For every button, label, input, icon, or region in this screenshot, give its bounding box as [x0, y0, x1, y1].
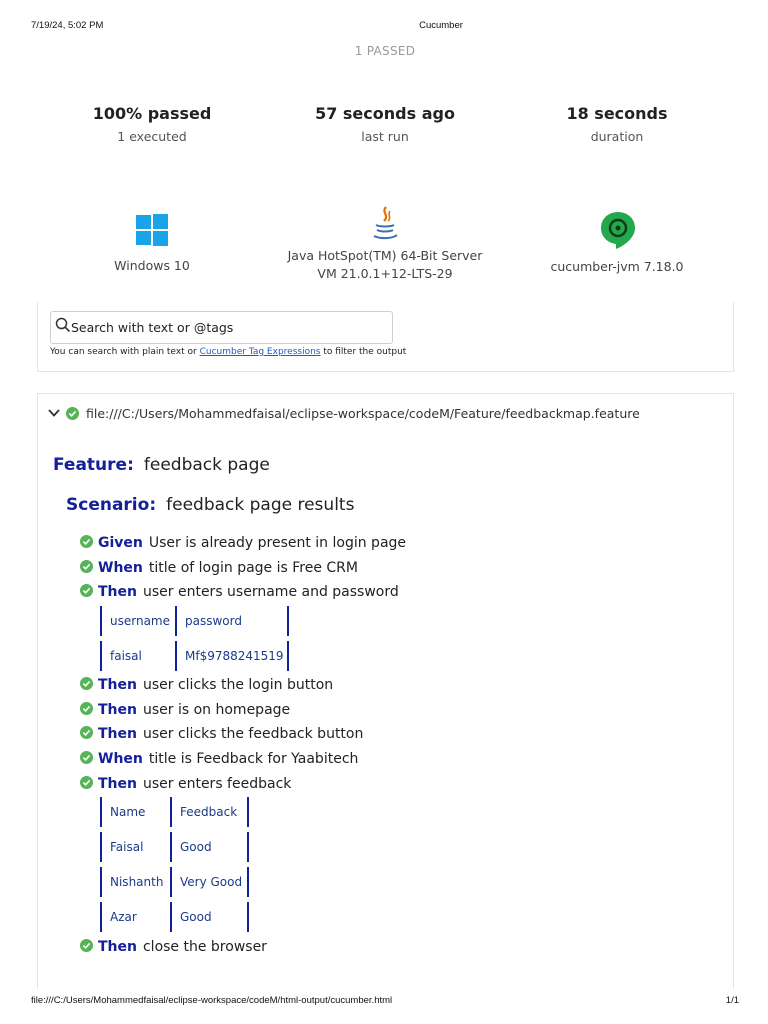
- chevron-down-icon[interactable]: [47, 406, 61, 420]
- stat-value: 100% passed: [92, 104, 212, 123]
- step-keyword: Then: [98, 702, 137, 718]
- step-keyword: Then: [98, 726, 137, 742]
- table-cell: Nishanth: [100, 867, 170, 897]
- step-text: user is on homepage: [142, 702, 291, 718]
- print-title: Cucumber: [419, 20, 463, 31]
- stat-label: 1 executed: [117, 129, 187, 144]
- step-text: close the browser: [142, 939, 267, 955]
- stat-duration: [502, 104, 732, 144]
- table-border: [287, 606, 289, 636]
- env-runtime-label: [270, 247, 500, 283]
- table-cell: Faisal: [100, 832, 170, 862]
- passed-check-icon: [80, 751, 93, 764]
- scenario-title: [66, 495, 354, 515]
- table-border: [247, 902, 249, 932]
- stat-label: last run: [361, 129, 409, 144]
- stat-passed: [37, 104, 267, 144]
- step-keyword: Given: [98, 535, 143, 551]
- env-runtime-line2: VM 21.0.1+12-LTS-29: [317, 266, 453, 281]
- env-runtime-line1: Java HotSpot(TM) 64-Bit Server: [287, 248, 483, 263]
- table-cell: Good: [170, 902, 247, 932]
- step-then-click-login: [80, 677, 333, 693]
- passed-check-icon: [80, 560, 93, 573]
- table-cell: Very Good: [170, 867, 247, 897]
- feature-file-path[interactable]: file:///C:/Users/Mohammedfaisal/eclipse-workspace/codeM/Feature/feedbackmap.feature: [86, 406, 640, 421]
- env-tool-label: cucumber-jvm 7.18.0: [550, 259, 684, 274]
- step-keyword: Then: [98, 939, 137, 955]
- passed-check-icon: [80, 726, 93, 739]
- table-border: [287, 641, 289, 671]
- step-text: user clicks the login button: [142, 677, 334, 693]
- passed-check-icon: [80, 939, 93, 952]
- search-icon: [55, 317, 71, 333]
- step-keyword: Then: [98, 677, 137, 693]
- step-then-click-feedback: [80, 726, 363, 742]
- stat-last-run: [270, 104, 500, 144]
- step-text: title is Feedback for Yaabitech: [148, 751, 359, 767]
- passed-check-icon: [80, 535, 93, 548]
- search-placeholder: Search with text or @tags: [71, 320, 234, 335]
- step-then-on-homepage: [80, 702, 290, 718]
- stat-value: 18 seconds: [566, 104, 668, 123]
- step-text: user enters username and password: [142, 584, 399, 600]
- table-border: [247, 832, 249, 862]
- table-cell: Azar: [100, 902, 170, 932]
- step-then-enter-credentials: [80, 584, 399, 600]
- table-cell: username: [100, 606, 175, 636]
- passed-check-icon: [80, 776, 93, 789]
- table-border: [247, 867, 249, 897]
- java-icon: [370, 205, 400, 241]
- step-then-close-browser: [80, 939, 267, 955]
- step-when-title-feedback: [80, 751, 358, 767]
- step-given-login-page: [80, 535, 406, 551]
- tag-expressions-link[interactable]: Cucumber Tag Expressions: [199, 347, 321, 357]
- step-keyword: Then: [98, 584, 137, 600]
- table-cell: password: [175, 606, 287, 636]
- search-help-prefix: You can search with plain text or: [50, 347, 200, 357]
- print-page-number: 1/1: [725, 995, 739, 1006]
- step-when-title-crm: [80, 560, 358, 576]
- feature-name: feedback page: [143, 455, 270, 475]
- passed-check-icon: [80, 702, 93, 715]
- step-keyword: When: [98, 560, 143, 576]
- step-text: user enters feedback: [142, 776, 292, 792]
- print-date: 7/19/24, 5:02 PM: [31, 20, 104, 31]
- search-help-suffix: to filter the output: [320, 347, 407, 357]
- table-cell: Good: [170, 832, 247, 862]
- cucumber-icon: [599, 210, 637, 250]
- table-cell: Feedback: [170, 797, 247, 827]
- scenario-keyword: Scenario:: [66, 495, 157, 515]
- step-text: user clicks the feedback button: [142, 726, 364, 742]
- step-text: User is already present in login page: [148, 535, 407, 551]
- stat-value: 57 seconds ago: [315, 104, 455, 123]
- feature-keyword: Feature:: [53, 455, 134, 475]
- search-help-text: [50, 347, 406, 357]
- step-then-enter-feedback: [80, 776, 291, 792]
- step-keyword: When: [98, 751, 143, 767]
- feature-title: [53, 455, 270, 475]
- table-cell: faisal: [100, 641, 175, 671]
- windows-icon: [135, 213, 169, 247]
- table-border: [247, 797, 249, 827]
- print-footer-path: file:///C:/Users/Mohammedfaisal/eclipse-workspace/codeM/html-output/cucumber.html: [31, 995, 393, 1006]
- passed-banner: 1 PASSED: [354, 44, 416, 58]
- env-os-label: Windows 10: [114, 258, 190, 273]
- step-text: title of login page is Free CRM: [148, 560, 358, 576]
- step-keyword: Then: [98, 776, 137, 792]
- scenario-name: feedback page results: [166, 495, 355, 515]
- table-cell: Name: [100, 797, 170, 827]
- stat-label: duration: [590, 129, 644, 144]
- table-cell: Mf$9788241519: [175, 641, 287, 671]
- passed-check-icon: [80, 677, 93, 690]
- passed-check-icon: [80, 584, 93, 597]
- passed-check-icon: [66, 407, 79, 420]
